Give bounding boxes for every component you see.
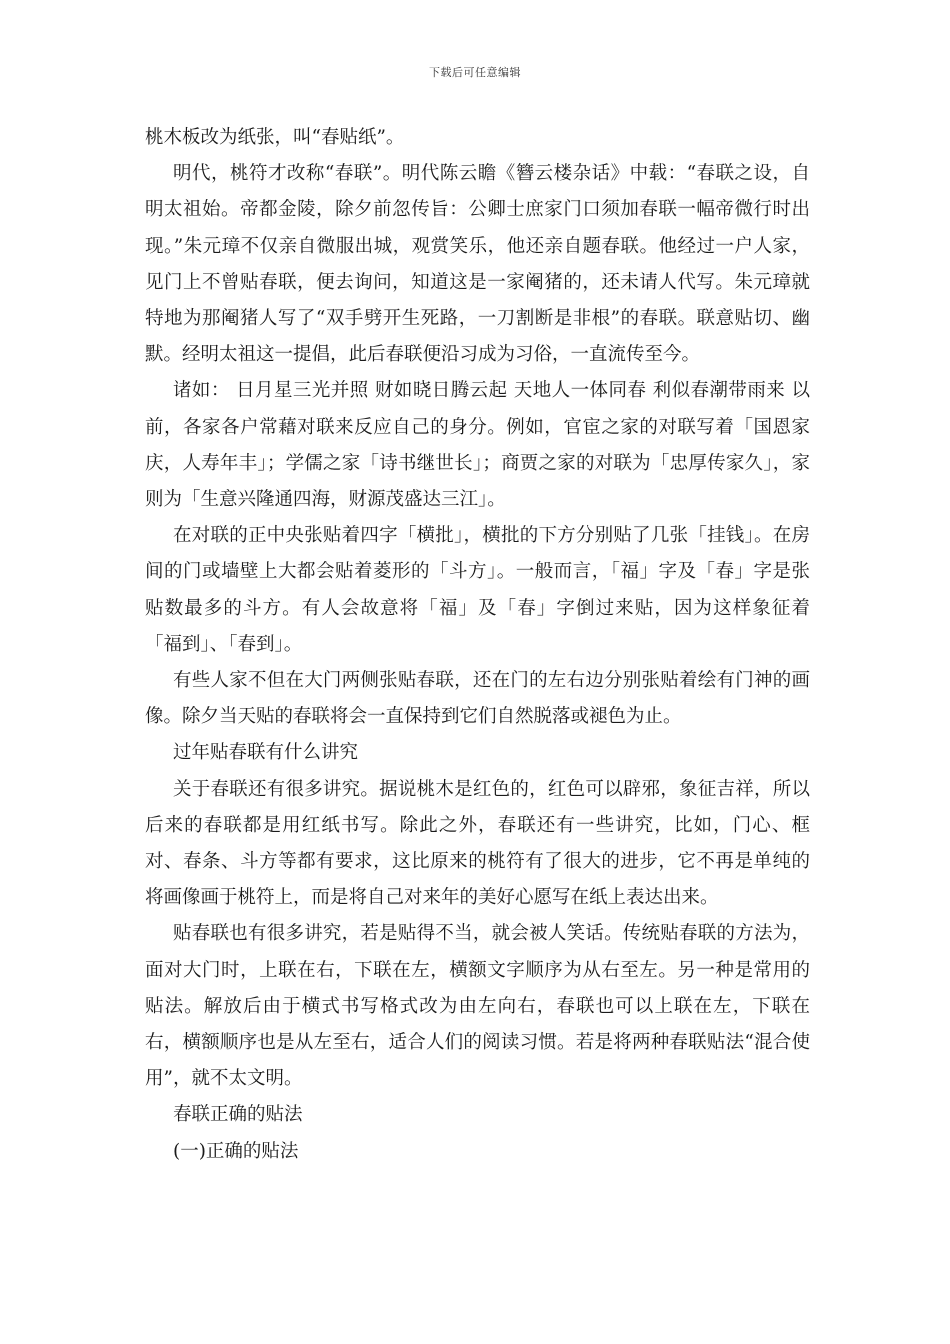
section-heading-customs: 过年贴春联有什么讲究 [173, 742, 359, 764]
paragraph-door-gods: 有些人家不但在大门两侧张贴春联，还在门的左右边分别张贴着绘有门神的画像。除夕当天贴的春联将会一直保持到它们自然脱落或褪色为止。 [145, 670, 810, 728]
paragraph-hengpi: 在对联的正中央张贴着四字「横批」，横批的下方分别贴了几张「挂钱」。在房间的门或墙壁上大都会贴着菱形的「斗方」。一般而言，「福」字及「春」字是张贴数最多的斗方。有人会故意将「福」及「春」字倒过来贴，因为这样象征着「福到」、「春到」。 [145, 525, 810, 655]
section-heading-correct-method: 春联正确的贴法 [173, 1104, 303, 1126]
page-header: 下载后可任意编辑 [429, 66, 521, 79]
document-body [145, 120, 810, 1170]
paragraph-examples: 诸如： 日月星三光并照 财如晓日腾云起 天地人一体同春 利似春潮带雨来 以前，各家各户常藉对联来反应自己的身分。例如，官宦之家的对联写着「国恩家庆，人寿年丰」；学儒之家「诗书继世长」；商贾之家的对联为「忠厚传家久」，家则为「生意兴隆通四海，财源茂盛达三江」。 [145, 380, 810, 511]
paragraph-customs: 关于春联还有很多讲究。据说桃木是红色的，红色可以辟邪，象征吉祥，所以后来的春联都是用红纸书写。除此之外，春联还有一些讲究，比如，门心、框对、春条、斗方等都有要求，这比原来的桃符有了很大的进步，它不再是单纯的将画像画于桃符上，而是将自己对来年的美好心愿写在纸上表达出来。 [145, 778, 810, 909]
paragraph-posting-methods: 贴春联也有很多讲究，若是贴得不当，就会被人笑话。传统贴春联的方法为，面对大门时，上联在右，下联在左，横额文字顺序为从右至左。另一种是常用的贴法。解放后由于横式书写格式改为由左向右，春联也可以上联在左，下联在右，横额顺序也是从左至右，适合人们的阅读习惯。若是将两种春联贴法“混合使用”，就不太文明。 [145, 923, 810, 1090]
paragraph-intro: 桃木板改为纸张，叫“春贴纸”。 [145, 127, 405, 148]
subsection-heading-one: (一)正确的贴法 [173, 1140, 299, 1162]
paragraph-ming-dynasty: 明代，桃符才改称“春联”。明代陈云瞻《簪云楼杂话》中载：“春联之设，自明太祖始。帝都金陵，除夕前忽传旨：公卿士庶家门口须加春联一幅帝微行时出现。”朱元璋不仅亲自微服出城，观赏笑乐，他还亲自题春联。他经过一户人家，见门上不曾贴春联，便去询问，知道这是一家阉猪的，还未请人代写。朱元璋就特地为那阉猪人写了“双手劈开生死路，一刀割断是非根”的春联。联意贴切、幽默。经明太祖这一提倡，此后春联便沿习成为习俗，一直流传至今。 [145, 163, 810, 366]
